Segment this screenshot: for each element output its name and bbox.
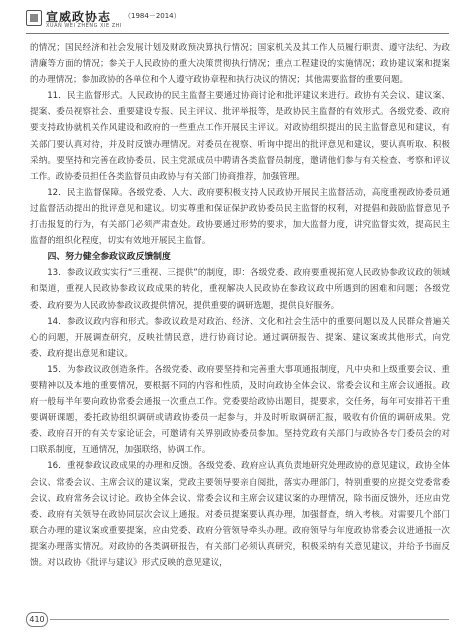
book-years: （1984－2014） [124,12,181,20]
section-heading: 四、努力健全参政议政反馈制度 [47,252,171,263]
paragraph: 13．参政议政实实行“三重视、三提供”的制度，即：各级党委、政府要重视拓宽人民政协参政议政的领域和渠道，重视人民政协参政议政成果的转化，重视解决人民政协在参政议政中所遇到的困难和问题；各级党委、政府要为人民政协参政议政提供情况，提供重要的调研选题，提供良好服务。 [30,268,450,311]
paragraph: 14．参政议政内容和形式。参政议政是对政治、经济、文化和社会生活中的重要问题以及人民群众普遍关心的问题，开展调查研究，反映社情民意，进行协商讨论。通过调研报告、提案、建议案或其他形式，向党委、政府提出意见和建议。 [30,316,450,359]
paragraph: 16．重视参政议政成果的办理和反馈。各级党委、政府应认真负责地研究处理政协的意见建议，政协全体会议、常委会议、主席会议的建议案，党政主要领导要亲自阅批，落实办理部门，特别重要的应提交党委常委会议、政府常务会议讨论。政协全体会议、常委会议和主席会议建议案的办理情况，除书面反馈外，还应由党委、政府有关领导在政协同层次会议上通报。对委员提案要认真办理，加强督查，纳入考核。对需要几个部门联合办理的建议案或重要提案，应由党委、政府分管领导牵头办理。政府领导与年度政协常委会议进通报一次提案办理落实情况。对政协的各类调研报告，有关部门必须认真研究，积极采纳有关意见建议，并给予书面反馈。对以政协《批评与建议》形式反映的意见建议， [30,461,450,568]
paragraph: 15．为参政议政创造条件。各级党委、政府要坚持和完善重大事项通报制度，凡中央和上级重要会议、重要精神以及本地的重要情况，要根据不同的内容和性质，及时向政协全体会议、常委会议和主席会议通报。政府一般每半年要向政协常委会通报一次重点工作。党委要给政协出题目，提要求，交任务，每年可安排若干重要调研课题，委托政协组织调研或请政协委员一起参与，并及时听取调研汇报，吸收有价值的调研成果。党委、政府召开的有关专家论证会，可邀请有关界别政协委员参加。坚持党政有关部门与政协各专门委员会的对口联系制度，互通情况，加强联络，协调工作。 [30,364,450,456]
footer-divider [50,619,449,620]
page-number: 410 [26,612,48,627]
page-header [0,0,475,34]
header-divider [26,33,449,34]
book-title-pinyin: XUAN WEI ZHENG XIE ZHI [46,23,122,29]
book-title: 宣威政协志 [46,10,112,24]
body-text [30,40,450,571]
paragraph: 11．民主监督形式。人民政协的民主监督主要通过协商讨论和批评建议来进行。政协有关会议、建议案、提案、委员视察社会、重要建设专报、民主评议、批评举报等，是政协民主监督的有效形式。各级党委、政府要支持政协就机关作风建设和政府的一些重点工作开展民主评议。对政协组织提出的民主监督意见和建议，有关部门要认真对待，并及时反馈办理情况。对委员在视察、听询中提出的批评意见和建议，要认真听取、积极采纳。要坚持和完善在政协委员、民主党派成员中聘请各类监督员制度，邀请他们参与有关检查、考察和评议工作。政协委员担任各类监督员由政协与有关部门协商推荐，加强管理。 [30,91,450,182]
paragraph: 12．民主监督保障。各级党委、人大、政府要积极支持人民政协开展民主监督活动，高度重视政协委员通过监督活动提出的批评意见和建议。切实尊重和保证保护政协委员民主监督的权利，对提倡和鼓励监督意见予打击报复的行为，有关部门必须严肃查处。政协要通过形势的要求，加大监督力度，讲究监督实效，提高民主监督的组织化程度，切实有效地开展民主监督。 [30,187,450,247]
book-logo-icon [26,10,42,26]
paragraph: 的情况；国民经济和社会发展计划及财政预决算执行情况；国家机关及其工作人员履行职责、遵守法纪、为政清廉等方面的情况；参关于人民政协的重大决策贯彻执行情况；重点工程建设的实施情况；政协建议案和提案的办理情况；参加政协的各单位和个人遵守政协章程和执行决议的情况；其他需要监督的重要问题。 [30,43,450,86]
